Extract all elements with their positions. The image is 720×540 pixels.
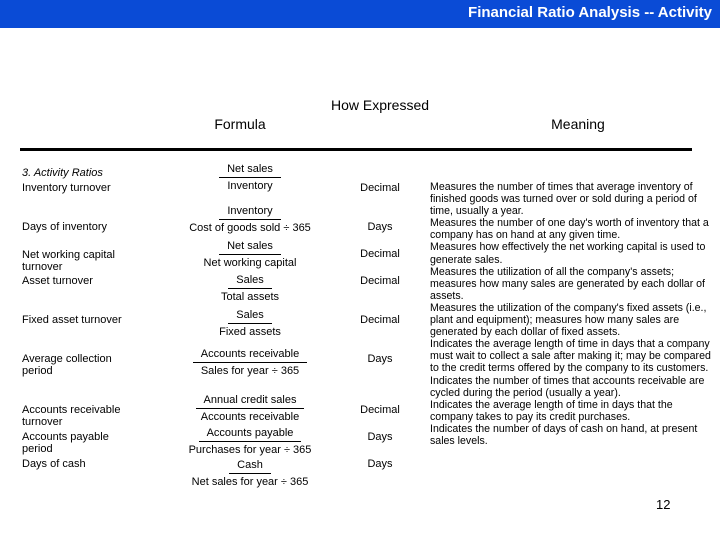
label-ar-turnover: Accounts receivable turnover [22,404,121,428]
formula-inventory-turnover [180,163,320,193]
label-asset-turnover: Asset turnover [22,275,93,287]
how-expressed-header: How Expressed [330,97,430,113]
formula-header: Formula [214,116,266,132]
meaning-ar-turnover: Indicates the number of times that accounts receivable are cycled during the period (usually a year). [430,374,705,399]
expressed-days-of-inventory: Days [367,221,393,233]
formula-numerator: Sales [228,309,272,324]
expressed-ap-period: Days [367,431,393,443]
formula-numerator: Net sales [219,240,281,255]
expressed-inventory-turnover: Decimal [360,182,400,194]
formula-numerator: Inventory [219,205,280,220]
meaning-header: Meaning [551,116,605,132]
label-inventory-turnover: Inventory turnover [22,182,111,194]
expressed-average-collection-period: Days [367,353,393,365]
meaning-inventory-turnover: Measures the number of times that average inventory of finished goods was turned over or sold during a period of time, usually a year. [430,181,697,218]
formula-denominator: Total assets [220,291,280,303]
formula-nwc-turnover [180,240,320,270]
header-divider [20,148,692,151]
formula-days-of-cash [180,459,320,489]
formula-denominator: Sales for year ÷ 365 [200,365,300,377]
label-nwc-turnover: Net working capital turnover [22,249,115,273]
formula-denominator: Net working capital [203,257,297,269]
label-average-collection-period: Average collection period [22,353,112,377]
expressed-ar-turnover: Decimal [360,404,400,416]
formula-days-of-inventory [180,205,320,235]
formula-denominator: Accounts receivable [200,411,300,423]
formula-denominator: Cost of goods sold ÷ 365 [189,222,311,234]
meaning-nwc-turnover: Measures how effectively the net working capital is used to generate sales. [430,241,706,266]
meaning-average-collection-period: Indicates the average length of time in days that a company must wait to collect a sale after making it; may be compared to the credit terms offered by the company to its customers. [430,338,711,375]
formula-asset-turnover [180,274,320,304]
formula-numerator: Cash [229,459,271,474]
formula-numerator: Accounts receivable [193,348,307,363]
title-bar [0,0,720,28]
slide-title: Financial Ratio Analysis -- Activity [468,4,712,21]
meaning-column [430,181,714,447]
formula-fixed-asset-turnover [180,309,320,339]
formula-numerator: Annual credit sales [196,394,305,409]
formula-numerator: Net sales [219,163,281,178]
formula-average-collection-period [180,348,320,378]
label-days-of-cash: Days of cash [22,458,86,470]
formula-denominator: Purchases for year ÷ 365 [188,444,312,456]
page-number: 12 [656,497,671,512]
section-label: 3. Activity Ratios [22,167,103,179]
formula-numerator: Accounts payable [199,427,302,442]
label-fixed-asset-turnover: Fixed asset turnover [22,314,122,326]
meaning-days-of-cash: Indicates the number of days of cash on hand, at present sales levels. [430,422,698,447]
formula-denominator: Inventory [227,180,273,192]
formula-numerator: Sales [228,274,272,289]
meaning-asset-turnover: Measures the utilization of all the company's assets; measures how many sales are generated by each dollar of assets. [430,265,706,302]
expressed-asset-turnover: Decimal [360,275,400,287]
formula-denominator: Fixed assets [219,326,281,338]
expressed-fixed-asset-turnover: Decimal [360,314,400,326]
label-days-of-inventory: Days of inventory [22,221,107,233]
label-ap-period: Accounts payable period [22,431,109,455]
formula-ap-period [180,427,320,457]
expressed-days-of-cash: Days [367,458,393,470]
expressed-nwc-turnover: Decimal [360,248,400,260]
meaning-fixed-asset-turnover: Measures the utilization of the company's fixed assets (i.e., plant and equipment); measures how many sales are generated by each dollar of fixed assets. [430,301,707,339]
formula-denominator: Net sales for year ÷ 365 [191,476,309,488]
meaning-ap-period: Indicates the average length of time in days that the company takes to pay its credit purchases. [430,398,673,423]
meaning-days-of-inventory: Measures the number of one day's worth of inventory that a company has on hand at any given time. [430,217,709,242]
formula-ar-turnover [180,394,320,424]
